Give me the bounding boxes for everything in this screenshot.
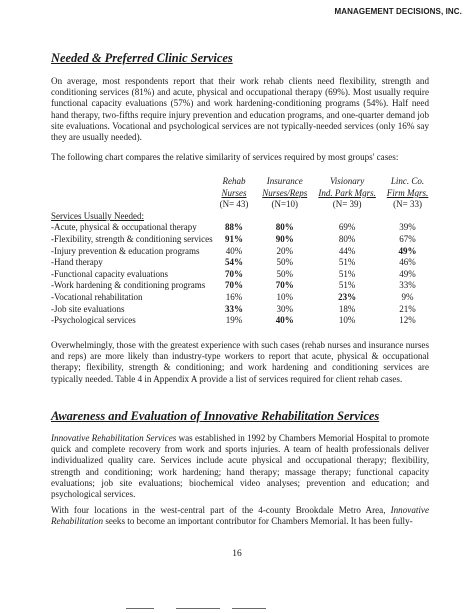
- table-row: [51, 292, 435, 304]
- paragraph-locations: [51, 505, 429, 527]
- col-header-visionary: Visionary: [329, 176, 365, 186]
- table-row: [51, 222, 435, 234]
- cell-value: 54%: [225, 257, 244, 268]
- page-header: MANAGEMENT DECISIONS, INC.: [334, 7, 462, 16]
- section-heading-needed-services: Needed & Preferred Clinic Services: [51, 51, 233, 65]
- row-label: -Psychological services: [51, 315, 136, 326]
- cell-value: 33%: [399, 280, 416, 291]
- services-group-label: Services Usually Needed:: [51, 210, 144, 221]
- page-number: 16: [232, 549, 242, 559]
- paragraph-service-description: [51, 433, 429, 500]
- table-row: [51, 304, 435, 316]
- row-label: -Work hardening & conditioning programs: [51, 280, 206, 291]
- cell-value: 18%: [338, 303, 356, 314]
- paragraph-needed-services-summary: On average, most respondents report that their work rehab clients need flexibility, strength and conditioning services (81%) and acute, physical and occupational therapy (69%). Most usually require functional capacity evaluations (57%) and work hardening-conditioning programs (54%). Half need hand therapy, two-fifths require injury prevention and education programs, and one-quarter demand job site evaluations. Vocational and psychological services are not typically-needed services (only 16% say they are usually needed).: [51, 76, 429, 143]
- cell-value: 40%: [225, 245, 243, 256]
- locations-text-end: seeks to become an important contributor for Chambers Memorial. It has been fully-: [103, 516, 413, 527]
- col-header-linc-co: Linc. Co.: [390, 176, 425, 186]
- row-label: -Hand therapy: [51, 257, 103, 268]
- cell-value: 88%: [225, 222, 244, 233]
- section-heading-awareness: Awareness and Evaluation of Innovative Rehabilitation Services: [51, 409, 380, 423]
- paragraph-chart-intro: The following chart compares the relative similarity of services required by most groups' cases:: [51, 152, 399, 162]
- services-comparison-table: [51, 176, 435, 327]
- table-sample-size-row: [51, 199, 435, 211]
- cell-value: 91%: [225, 233, 244, 244]
- cell-value: 12%: [399, 315, 416, 326]
- col-header-insurance: Insurance: [266, 176, 303, 186]
- col-subheader-nurses-reps: Nurses/Reps: [262, 187, 308, 198]
- cell-value: 23%: [338, 291, 357, 302]
- cell-value: 90%: [275, 233, 294, 244]
- cell-value: 30%: [276, 303, 293, 314]
- cell-value: 19%: [225, 315, 243, 326]
- table-row: [51, 280, 435, 292]
- cell-value: 51%: [338, 280, 356, 291]
- col-subheader-firm-mgrs: Firm Mgrs.: [386, 187, 429, 198]
- sample-size: (N=10): [271, 199, 299, 210]
- cell-value: 80%: [275, 222, 294, 233]
- row-label: -Vocational rehabilitation: [51, 291, 143, 302]
- cell-value: 10%: [276, 291, 293, 302]
- cell-value: 9%: [401, 291, 414, 302]
- table-header-row-2: [51, 188, 435, 200]
- col-subheader-nurses: Nurses: [221, 187, 247, 198]
- row-label: -Acute, physical & occupational therapy: [51, 222, 197, 233]
- sample-size: (N= 39): [332, 199, 362, 210]
- sample-size: (N= 33): [393, 199, 422, 210]
- table-row: [51, 269, 435, 281]
- cell-value: 51%: [338, 257, 356, 268]
- cell-value: 39%: [399, 222, 416, 233]
- cell-value: 50%: [276, 257, 293, 268]
- cell-value: 70%: [275, 280, 294, 291]
- cell-value: 50%: [276, 268, 293, 279]
- table-row: [51, 315, 435, 327]
- col-subheader-park-mgrs: Ind. Park Mgrs.: [318, 187, 376, 198]
- cell-value: 51%: [338, 268, 356, 279]
- cell-value: 80%: [338, 233, 356, 244]
- cell-value: 46%: [399, 257, 416, 268]
- cell-value: 33%: [225, 303, 244, 314]
- company-name: Innovative Rehabilitation Services: [51, 433, 177, 443]
- row-label: -Injury prevention & education programs: [51, 245, 200, 256]
- cell-value: 10%: [338, 315, 356, 326]
- cell-value: 20%: [276, 245, 293, 256]
- company-name: Innovative Rehabilitation: [51, 505, 429, 527]
- paragraph-experience-findings: Overwhelmingly, those with the greatest experience with such cases (rehab nurses and insurance nurses and reps) are more likely than industry-type workers to report that acute, physical & occupational therapy; flexibility, strength & conditioning; and work hardening and conditioning services are typically needed. Table 4 in Appendix A provide a list of services required for client rehab cases.: [51, 340, 429, 384]
- cell-value: 67%: [399, 233, 416, 244]
- cell-value: 49%: [399, 268, 416, 279]
- cell-value: 16%: [225, 291, 243, 302]
- cell-value: 49%: [398, 245, 417, 256]
- table-row: [51, 257, 435, 269]
- service-description-text: was established in 1992 by Chambers Memorial Hospital to promote quick and complete recovery from work and sports injuries. A team of health professionals deliver individualized quality care. Services include acute physical and occupational therapy; flexibility, strength and conditioning; work hardening; hand therapy; massage therapy; functional capacity evaluations; job site evaluations; biochemical video analyses; prevention and education; and psychological services.: [51, 433, 429, 500]
- table-group-row: [51, 211, 435, 223]
- row-label: -Job site evaluations: [51, 303, 125, 314]
- col-header-rehab-nurses: Rehab: [222, 176, 246, 186]
- cell-value: 40%: [275, 315, 294, 326]
- cell-value: 69%: [338, 222, 356, 233]
- row-label: -Functional capacity evaluations: [51, 268, 168, 279]
- table-header-row-1: [51, 176, 435, 188]
- cell-value: 70%: [225, 280, 244, 291]
- row-label: -Flexibility, strength & conditioning services: [51, 233, 213, 244]
- cell-value: 21%: [399, 303, 416, 314]
- table-row: [51, 246, 435, 258]
- cell-value: 70%: [225, 268, 244, 279]
- scan-artifact-line: [126, 608, 154, 609]
- table-row: [51, 234, 435, 246]
- scan-artifact-line: [176, 608, 220, 609]
- locations-text-start: With four locations in the west-central part of the 4-county Brookdale Metro Area,: [51, 505, 391, 515]
- sample-size: (N= 43): [219, 199, 249, 210]
- cell-value: 44%: [338, 245, 356, 256]
- scan-artifact-line: [232, 608, 266, 609]
